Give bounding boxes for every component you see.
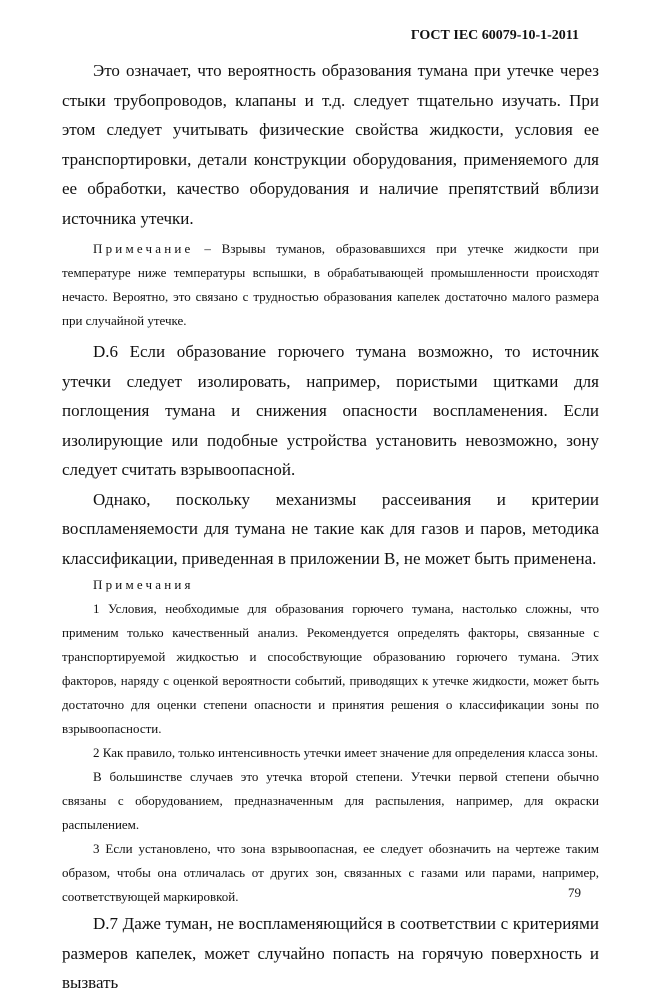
notes-heading: Примечания [93,577,194,592]
note-text: – Взрывы туманов, образовавшихся при утечке жидкости при температуре ниже температуры вспышки, в обрабатывающей промышленности происходят нечасто. Вероятно, это связано с трудностью образования капелек достаточно малого размера при случайной утечке. [62,241,599,328]
note-mist-explosions [62,237,599,333]
note-1: 1 Условия, необходимые для образования горючего тумана, настолько сложны, что применим только качественный анализ. Рекомендуется определять факторы, связанные с транспортируемой жидкостью и способствующие образованию горючего тумана. Этих факторов, наряду с оценкой вероятности событий, приводящих к утечке жидкости, может быть достаточно для оценки степени опасности и принятия решения о классификации зоны по взрывоопасности. [62,601,599,736]
clause-d6: D.6 Если образование горючего тумана возможно, то источник утечки следует изолировать, например, пористыми щитками для поглощения тумана и снижения опасности воспламенения. Если изолирующие или подобные устройства установить невозможно, зону следует считать взрывоопасной. [62,342,599,479]
note-2-continued: В большинстве случаев это утечка второй степени. Утечки первой степени обычно связаны с оборудованием, предназначенным для распыления, например, для окраски распылением. [62,769,599,832]
clause-d7: D.7 Даже туман, не воспламеняющийся в соответствии с критериями размеров капелек, может случайно попасть на горячую поверхность и вызвать [62,914,599,992]
note-3: 3 Если установлено, что зона взрывоопасная, ее следует обозначить на чертеже таким образом, чтобы она отличалась от других зон, связанных с газами или парами, например, соответствующей маркировкой. [62,841,599,904]
note-2: 2 Как правило, только интенсивность утечки имеет значение для определения класса зоны. [93,745,599,760]
note-label: Примечание [93,241,194,256]
paragraph-classification: Однако, поскольку механизмы рассеивания и критерии воспламеняемости для тумана не такие как для газов и паров, методика классификации, приведенная в приложении В, не может быть применена. [62,489,599,568]
page-body [62,56,599,998]
page-number: 79 [568,885,581,900]
paragraph-mist-probability: Это означает, что вероятность образования тумана при утечке через стыки трубопроводов, клапаны и т.д. следует тщательно изучать. При этом следует учитывать физические свойства жидкости, условия ее транспортировки, детали конструкции оборудования, применяемого для ее обработки, качество оборудования и наличие препятствий вблизи источника утечки. [62,61,599,228]
document-header: ГОСТ IEC 60079-10-1-2011 [410,28,579,43]
